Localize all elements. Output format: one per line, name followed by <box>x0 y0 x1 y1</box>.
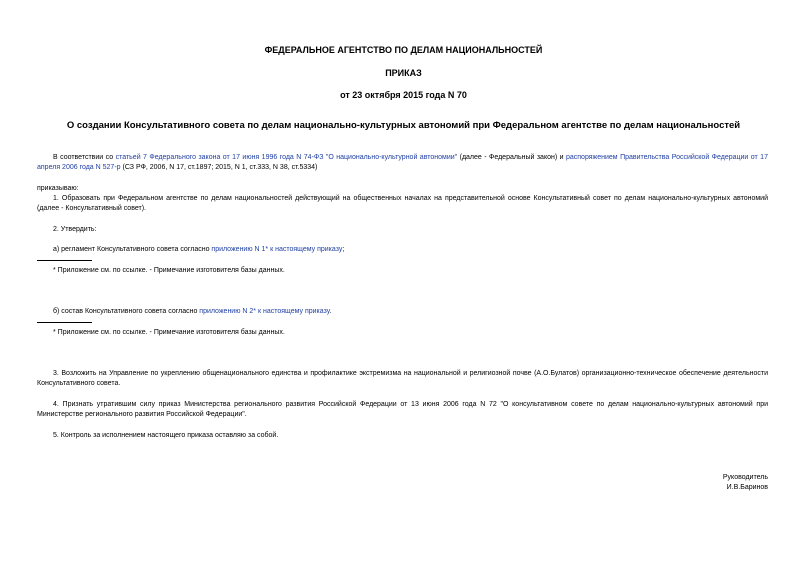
preamble-paragraph <box>37 153 768 173</box>
item-2: 2. Утвердить: <box>53 226 97 233</box>
signature-name: И.В.Баринов <box>726 484 768 491</box>
appendix-2-link[interactable]: приложению N 2* к настоящему приказу <box>199 308 330 315</box>
agency-heading: ФЕДЕРАЛЬНОЕ АГЕНТСТВО ПО ДЕЛАМ НАЦИОНАЛЬНОСТЕЙ <box>264 45 543 55</box>
order-word: приказываю: <box>37 185 79 192</box>
footnote-divider-1 <box>37 260 92 261</box>
footnote-1: * Приложение см. по ссылке. - Примечание изготовителя базы данных. <box>53 267 285 274</box>
item-2a <box>37 245 768 255</box>
item-2b <box>37 307 768 317</box>
preamble-text-1: В соответствии со <box>53 154 116 161</box>
signature-position: Руководитель <box>722 474 768 481</box>
preamble-text-3: (СЗ РФ, 2006, N 17, ст.1897; 2015, N 1, ст.333, N 38, ст.5334) <box>120 164 318 171</box>
government-order-link[interactable]: распоряжением Правительства Российской Федерации от 17 апреля 2006 года N 527-р <box>37 154 768 171</box>
preamble-text-2: (далее - Федеральный закон) и <box>457 154 566 161</box>
footnote-2: * Приложение см. по ссылке. - Примечание изготовителя базы данных. <box>53 329 285 336</box>
federal-law-link[interactable]: статьей 7 Федерального закона от 17 июня 1996 года N 74-ФЗ "О национально-культурной автономии" <box>115 154 458 161</box>
document-title: О создании Консультативного совета по делам национально-культурных автономий при Федеральном агентстве по делам национальностей <box>66 120 741 131</box>
appendix-1-link[interactable]: приложению N 1* к настоящему приказу <box>211 246 343 253</box>
date-number-heading: от 23 октября 2015 года N 70 <box>340 90 467 100</box>
item-2a-text: а) регламент Консультативного совета согласно <box>53 246 212 253</box>
item-2a-end: ; <box>342 246 345 253</box>
item-3: 3. Возложить на Управление по укреплению общенационального единства и профилактике экстремизма на национальной и религиозной почве (А.О.Булатов) организационно-техническое обеспечение деятельности Консультативного совета. <box>37 370 768 387</box>
item-2b-end: . <box>329 308 332 315</box>
item-2b-text: б) состав Консультативного совета согласно <box>53 308 200 315</box>
item-4: 4. Признать утратившим силу приказ Министерства регионального развития Российской Федерации от 13 июня 2006 года N 72 "О консультативном совете по делам национально-культурных автономий при Министерстве регионального развития Российской Федерации". <box>37 401 768 418</box>
footnote-divider-2 <box>37 322 92 323</box>
doc-type-heading: ПРИКАЗ <box>385 68 422 78</box>
item-1: 1. Образовать при Федеральном агентстве по делам национальностей действующий на общественных началах на представительной основе Консультативный совет по делам национально-культурных автономий (далее - Консультативный совет). <box>37 195 768 212</box>
item-5: 5. Контроль за исполнением настоящего приказа оставляю за собой. <box>53 432 279 439</box>
